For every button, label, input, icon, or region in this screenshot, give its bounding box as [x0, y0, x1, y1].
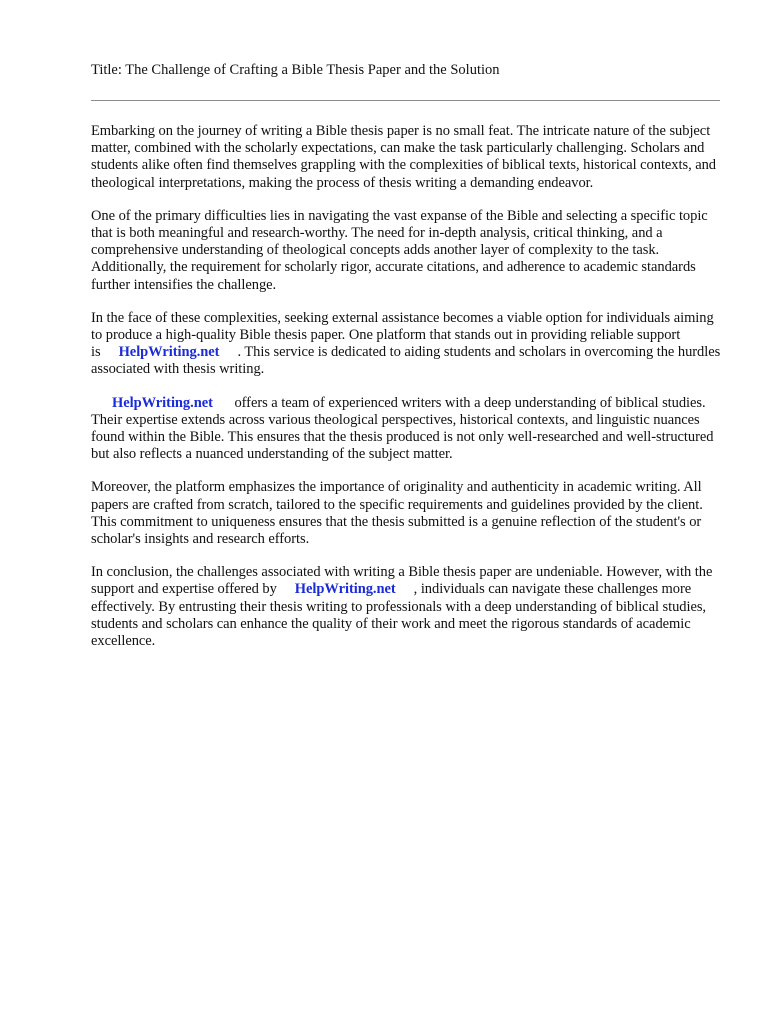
- document-body: [91, 123, 723, 666]
- helpwriting-link[interactable]: HelpWriting.net: [118, 344, 220, 361]
- paragraph-writers: [91, 395, 723, 464]
- paragraph-difficulties: One of the primary difficulties lies in navigating the vast expanse of the Bible and selecting a specific topic that is both meaningful and research-worthy. The need for in-depth analysis, critical thinking, and a comprehensive understanding of theological concepts adds another layer of complexity to the task. Additionally, the requirement for scholarly rigor, accurate citations, and adherence to academic standards further intensifies the challenge.: [91, 207, 708, 293]
- helpwriting-link[interactable]: HelpWriting.net: [294, 581, 396, 598]
- paragraph-originality: Moreover, the platform emphasizes the importance of originality and authenticity in academic writing. All papers are crafted from scratch, tailored to the specific requirements and guidelines provided by the client. This commitment to uniqueness ensures that the thesis submitted is a genuine reflection of the student's or scholar's insights and research efforts.: [91, 479, 703, 548]
- paragraph-assistance: [91, 310, 723, 379]
- document-title: Title: The Challenge of Crafting a Bible Thesis Paper and the Solution: [91, 62, 500, 78]
- paragraph-conclusion-text-before: In conclusion, the challenges associated with writing a Bible thesis paper are undeniable. However, with the support and expertise offered by: [91, 564, 713, 598]
- paragraph-writers-text: offers a team of experienced writers with a deep understanding of biblical studies. Their expertise extends across various theological perspectives, historical contexts, and linguistic nuances found within the Bible. This ensures that the thesis produced is not only well-researched and well-structured but also reflects a nuanced understanding of the subject matter.: [91, 394, 714, 463]
- title-divider: [91, 100, 720, 101]
- paragraph-conclusion: [91, 564, 723, 650]
- paragraph-intro: Embarking on the journey of writing a Bible thesis paper is no small feat. The intricate nature of the subject matter, combined with the scholarly expectations, can make the task particularly challenging. Scholars and students alike often find themselves grappling with the complexities of biblical texts, historical contexts, and theological interpretations, making the process of thesis writing a demanding endeavor.: [91, 123, 717, 191]
- paragraph-assistance-text-after: . This service is dedicated to aiding students and scholars in overcoming the hurdles associated with thesis writing.: [91, 344, 721, 378]
- helpwriting-link[interactable]: HelpWriting.net: [112, 394, 213, 411]
- paragraph-assistance-text-before: In the face of these complexities, seeking external assistance becomes a viable option for individuals aiming to produce a high-quality Bible thesis paper. One platform that stands out in providing reliable support is: [91, 309, 714, 361]
- paragraph-conclusion-text-after: , individuals can navigate these challenges more effectively. By entrusting their thesis writing to professionals with a deep understanding of biblical studies, students and scholars can enhance the quality of their work and meet the rigorous standards of academic excellence.: [91, 581, 707, 650]
